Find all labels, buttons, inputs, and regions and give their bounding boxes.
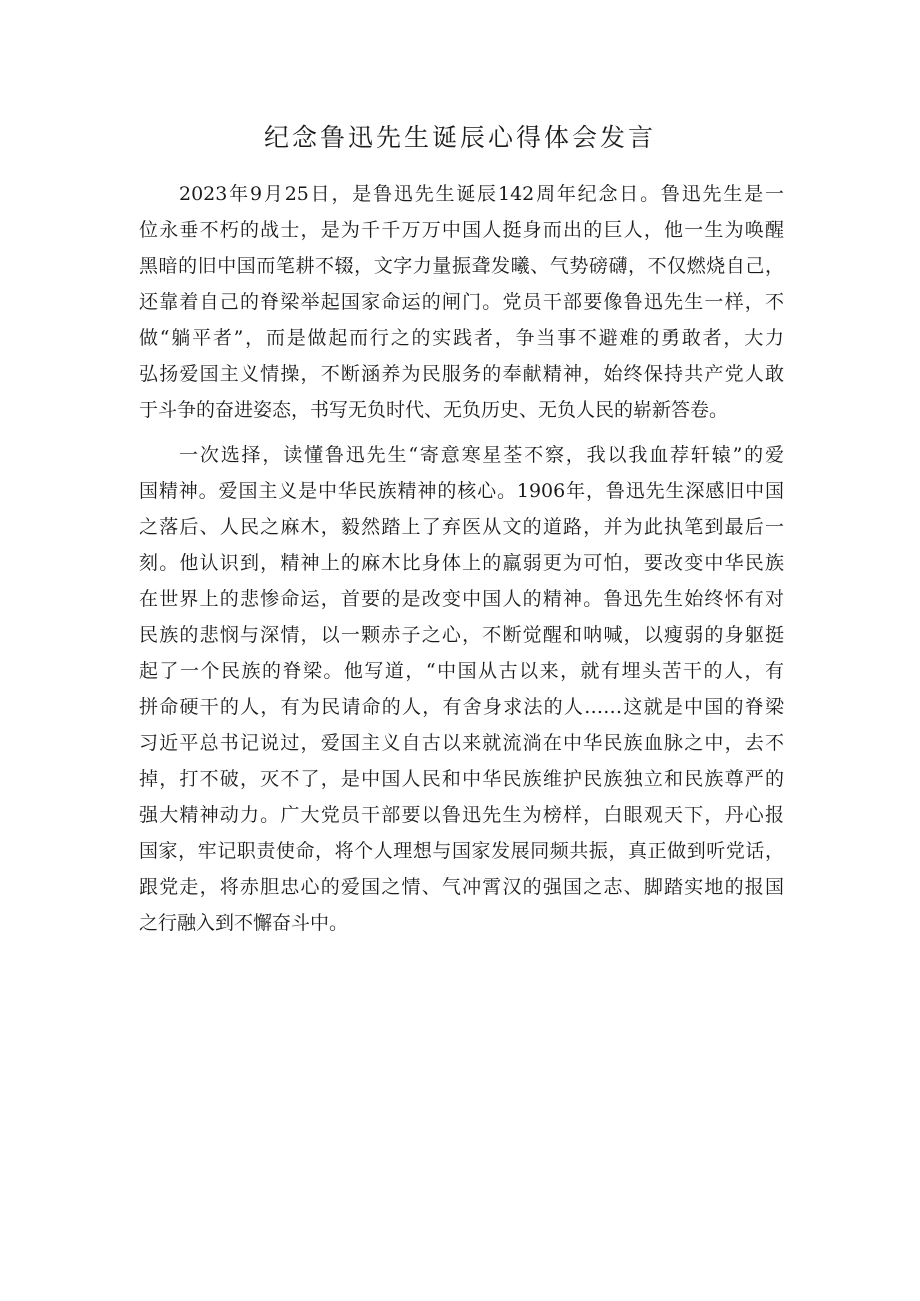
- paragraph-2-line-3: 之落后、人民之麻木，毅然踏上了弃医从文的道路，并为此执笔到最后一: [139, 516, 784, 538]
- paragraph-1-line-4: 还靠着自己的脊梁举起国家命运的闸门。党员干部要像鲁迅先生一样，不: [139, 291, 784, 313]
- paragraph-2-line-2: 国精神。爱国主义是中华民族精神的核心。1906年，鲁迅先生深感旧中国: [139, 480, 784, 502]
- paragraph-1-line-1: 2023年9月25日，是鲁迅先生诞辰142周年纪念日。鲁迅先生是一: [179, 183, 784, 205]
- paragraph-2-line-7: 起了一个民族的脊梁。他写道，“中国从古以来，就有埋头苦干的人，有: [139, 660, 784, 682]
- paragraph-2-line-1: 一次选择，读懂鲁迅先生“寄意寒星荃不察，我以我血荐轩辕”的爱: [179, 444, 784, 466]
- paragraph-1-line-7: 于斗争的奋进姿态，书写无负时代、无负历史、无负人民的崭新答卷。: [139, 399, 729, 421]
- paragraph-1-line-2: 位永垂不朽的战士，是为千千万万中国人挺身而出的巨人，他一生为唤醒: [139, 219, 784, 241]
- paragraph-2-line-12: 国家，牢记职责使命，将个人理想与国家发展同频共振，真正做到听党话，: [139, 840, 784, 862]
- paragraph-2-line-8: 拼命硬干的人，有为民请命的人，有舍身求法的人……这就是中国的脊梁: [139, 696, 784, 718]
- paragraph-2-line-14: 之行融入到不懈奋斗中。: [139, 912, 349, 934]
- paragraph-2-line-6: 民族的悲悯与深情，以一颗赤子之心，不断觉醒和呐喊，以瘦弱的身躯挺: [139, 624, 784, 646]
- paragraph-1-line-3: 黑暗的旧中国而笔耕不辍，文字力量振聋发曦、气势磅礴，不仅燃烧自己，: [139, 255, 784, 277]
- paragraph-2-line-11: 强大精神动力。广大党员干部要以鲁迅先生为榜样，白眼观天下，丹心报: [139, 804, 784, 826]
- paragraph-1-line-6: 弘扬爱国主义情操，不断涵养为民服务的奉献精神，始终保持共产党人敢: [139, 363, 784, 385]
- document-title: 纪念鲁迅先生诞辰心得体会发言: [263, 123, 656, 152]
- paragraph-2-line-4: 刻。他认识到，精神上的麻木比身体上的羸弱更为可怕，要改变中华民族: [139, 552, 784, 574]
- paragraph-2-line-10: 掉，打不破，灭不了，是中国人民和中华民族维护民族独立和民族尊严的: [139, 768, 784, 790]
- paragraph-2-line-5: 在世界上的悲惨命运，首要的是改变中国人的精神。鲁迅先生始终怀有对: [139, 588, 784, 610]
- paragraph-2-line-13: 跟党走，将赤胆忠心的爱国之情、气冲霄汉的强国之志、脚踏实地的报国: [139, 876, 784, 898]
- paragraph-2-line-9: 习近平总书记说过，爱国主义自古以来就流淌在中华民族血脉之中，去不: [139, 732, 784, 754]
- paragraph-1-line-5: 做“躺平者”，而是做起而行之的实践者，争当事不避难的勇敢者，大力: [139, 327, 784, 349]
